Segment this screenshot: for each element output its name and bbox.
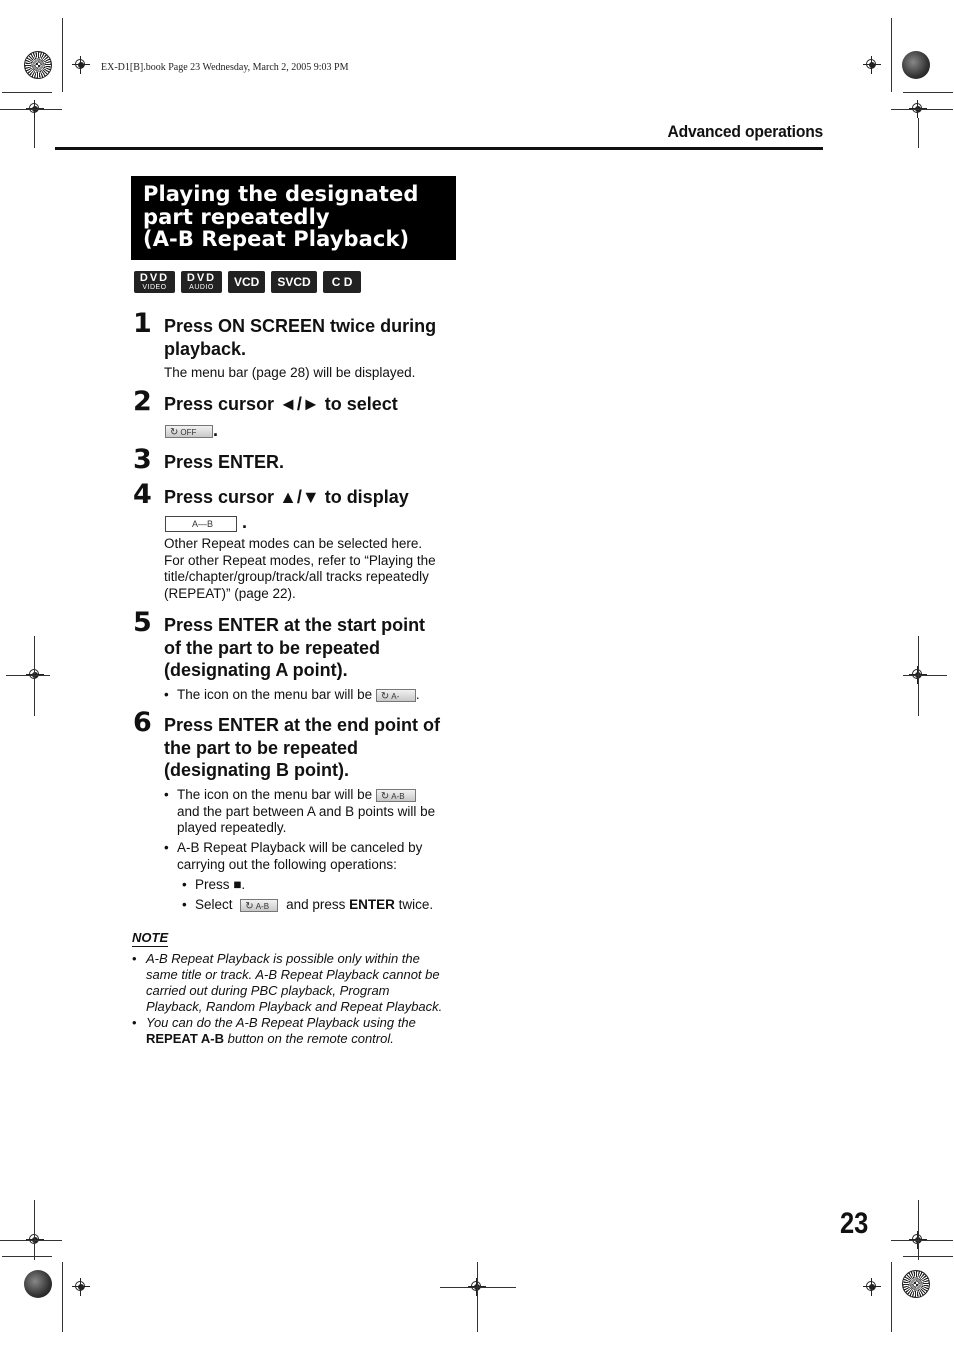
registration-disc-icon [902,51,930,79]
step-number: 2 [133,386,152,417]
repeat-icon: ↻ [170,427,179,439]
file-info: EX-D1[B].book Page 23 Wednesday, March 2, 2005 9:03 PM [101,62,349,73]
osd-icon-ab-repeat: ↻ A-B [240,899,278,912]
badge-vcd: VCD [228,271,265,293]
crosshair-mark-icon [863,56,881,74]
step-bullet: • A-B Repeat Playback will be canceled by carrying out the following operations: [177,840,422,873]
crop-line [918,118,919,148]
step-heading: Press cursor ▲/▼ to display [164,487,409,507]
crop-line [0,109,62,110]
sub-bullet: • Select ↻ A-B and press ENTER twice. [195,897,433,914]
osd-icon-ab-repeat: ↻ A-B [376,789,416,802]
step-number: 5 [133,607,152,638]
page-title [131,176,456,260]
osd-icon-off: ↻ OFF . [165,420,218,441]
crop-line [891,109,953,110]
page-number: 23 [840,1207,869,1240]
repeat-icon: ↻ [245,900,254,912]
crop-line [891,1262,892,1332]
badge-cd: C D [323,271,362,293]
step-heading: Press ENTER at the start point of the part to be repeated (designating A point). [164,615,426,680]
crop-line [34,1200,35,1260]
step-bullet: • The icon on the menu bar will be ↻ A- . [177,687,420,704]
crop-line [6,675,50,676]
note-heading: NOTE [132,930,169,945]
note-item: • A-B Repeat Playback is possible only within the same title or track. A-B Repeat Playback cannot be carried out during PBC playback, Program Playback, Random Playback and Repeat Playback. [146,951,464,1015]
osd-icon-a: ↻ A- [376,689,416,702]
disc-type-badges [134,271,361,293]
step-body: Other Repeat modes can be selected here. For other Repeat modes, refer to “Playing the title/chapter/group/track/all tracks repeatedly (REPEAT)” (page 22). [164,536,436,601]
header-rule [55,147,823,150]
step-heading: Press ON SCREEN twice during playback. [164,316,437,359]
crop-line [62,18,63,92]
osd-icon-ab: A—B . [165,512,247,533]
crop-line [62,1262,63,1332]
step-heading: Press cursor ◄/► to select [164,394,398,414]
step-body: The menu bar (page 28) will be displayed. [164,365,416,380]
repeat-icon: ↻ [380,790,390,802]
title-line: (A-B Repeat Playback) [143,227,410,251]
registration-disc-icon [902,1270,930,1298]
step-number: 3 [133,444,152,475]
step-number: 6 [133,707,152,738]
crop-line [891,18,892,92]
crop-line [477,1262,478,1332]
crop-line [918,1200,919,1260]
crop-line [440,1287,516,1288]
step-bullet: • The icon on the menu bar will be ↻ A-B and the part between A and B points will be played repeatedly. [177,787,467,837]
crosshair-mark-icon [863,1278,881,1296]
note-item: • You can do the A-B Repeat Playback using the REPEAT A-B button on the remote control. [146,1015,464,1047]
registration-disc-icon [24,1270,52,1298]
crosshair-mark-icon [72,56,90,74]
step-heading: Press ENTER. [164,452,285,472]
section-header: Advanced operations [667,122,823,141]
title-line: part repeatedly [143,204,330,229]
crop-line [34,118,35,148]
crop-line [2,92,52,93]
crop-line [903,675,947,676]
step-heading: Press ENTER at the end point of the part to be repeated (designating B point). [164,715,441,780]
step-number: 1 [133,308,152,339]
crop-line [891,1240,953,1241]
crop-line [918,636,919,716]
crop-line [34,636,35,716]
badge-dvd-video: DVD VIDEO [134,271,175,293]
title-line: Playing the designated [143,182,419,206]
crop-line [903,92,953,93]
repeat-icon: ↻ [380,690,390,702]
badge-svcd: SVCD [271,271,316,293]
crop-line [0,1240,62,1241]
crop-line [903,1256,953,1257]
sub-bullet: • Press ■. [195,877,245,894]
step-number: 4 [133,479,152,510]
registration-disc-icon [24,51,52,79]
crop-line [2,1256,52,1257]
crosshair-mark-icon [72,1278,90,1296]
badge-dvd-audio: DVD AUDIO [181,271,222,293]
